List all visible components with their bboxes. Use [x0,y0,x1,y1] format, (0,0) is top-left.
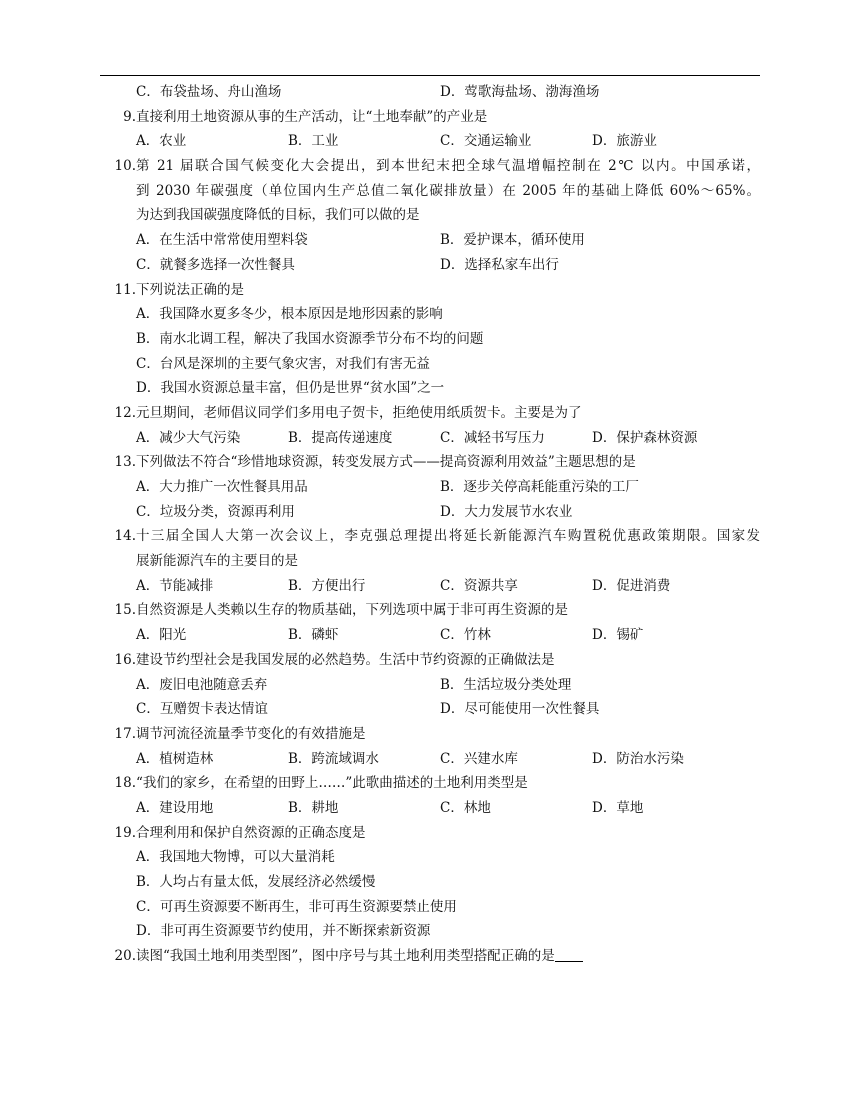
question-18 [0,771,860,796]
option-a: A．减少大气污染 [136,429,241,446]
question-number: 19. [114,824,136,841]
option-d: D．防治水污染 [592,750,684,767]
option-b: B．逐步关停高耗能重污染的工厂 [440,479,639,495]
question-stem: 第 21 届联合国气候变化大会提出，到本世纪末把全球气温增幅控制在 2℃ 以内。中国承诺， [136,158,760,175]
option-c: C．台风是深圳的主要气象灾害，对我们有害无益 [136,355,430,372]
question-stem: 合理利用和保护自然资源的正确态度是 [136,824,366,841]
option-c: C．布袋盐场、舟山渔场 [136,84,282,100]
option-c: C．就餐多选择一次性餐具 [136,256,295,273]
option-c: C．减轻书写压力 [440,429,545,446]
question-stem-wrap [136,944,583,969]
option-c: C．兴建水库 [440,750,518,767]
option-c: C．交通运输业 [440,133,532,150]
question-stem: 下列做法不符合“珍惜地球资源，转变发展方式——提高资源利用效益”主题思想的是 [136,454,636,471]
question-number: 11. [114,281,136,298]
question-15 [0,598,860,623]
options-row [0,426,860,451]
option-row [0,895,860,920]
options-row [0,574,860,599]
option-row [0,327,860,352]
option-row [0,870,860,895]
option-a: A．建设用地 [136,799,214,816]
question-13 [0,450,860,475]
option-b: B．工业 [288,133,339,150]
option-b: B．人均占有量太低，发展经济必然缓慢 [136,874,376,890]
options-row [0,796,860,821]
option-d: D．草地 [592,799,644,816]
question-17 [0,722,860,747]
question-stem: 元旦期间，老师倡议同学们多用电子贺卡，拒绝使用纸质贺卡。主要是为了 [136,404,582,421]
option-d: D．选择私家车出行 [440,256,559,273]
question-19 [0,821,860,846]
option-d: D．尽可能使用一次性餐具 [440,701,600,718]
option-a: A．植树造林 [136,750,214,767]
option-d: D．保护森林资源 [592,429,698,446]
option-d: D．锡矿 [592,627,644,644]
option-c: C．林地 [440,799,491,816]
question-number: 12. [114,404,136,421]
options-row [0,475,860,500]
options-row [0,129,860,154]
question-number: 15. [114,602,136,619]
question-16 [0,648,860,673]
option-d: D．莺歌海盐场、渤海渔场 [440,84,600,100]
option-b: B．提高传递速度 [288,429,393,446]
q8-options-row [0,80,860,105]
option-row [0,352,860,377]
question-stem-continued [0,549,860,574]
question-number: 16. [114,651,136,668]
question-number: 17. [114,725,136,742]
question-11 [0,278,860,303]
options-row [0,253,860,278]
options-row [0,697,860,722]
option-a: A．在生活中常常使用塑料袋 [136,232,308,249]
answer-blank [555,946,583,962]
options-row [0,673,860,698]
option-b: B．南水北调工程，解决了我国水资源季节分布不均的问题 [136,330,484,347]
question-page [0,80,860,969]
options-row [0,228,860,253]
question-stem: 自然资源是人类赖以生存的物质基础，下列选项中属于非可再生资源的是 [136,602,568,619]
options-row [0,747,860,772]
question-stem: 到 2030 年碳强度（单位国内生产总值二氧化碳排放量）在 2005 年的基础上降低 60%～65%。 [136,182,760,199]
question-number: 18. [114,775,136,792]
question-10 [0,154,860,179]
option-a: A．节能减排 [136,577,214,594]
question-number: 9. [123,108,136,125]
question-stem: 下列说法正确的是 [136,281,244,298]
question-stem: 建设节约型社会是我国发展的必然趋势。生活中节约资源的正确做法是 [136,651,555,668]
question-stem: 读图“我国土地利用类型图”，图中序号与其土地利用类型搭配正确的是 [136,948,555,965]
question-number: 20. [114,948,136,965]
question-stem: 展新能源汽车的主要目的是 [136,553,298,570]
option-row [0,845,860,870]
question-number: 14. [114,528,136,545]
question-stem: 为达到我国碳强度降低的目标，我们可以做的是 [136,207,420,224]
option-c: C．资源共享 [440,577,518,594]
question-9 [0,105,860,130]
question-stem-continued [0,203,860,228]
question-stem: “我们的家乡，在希望的田野上……”此歌曲描述的土地利用类型是 [136,775,528,792]
option-a: A．大力推广一次性餐具用品 [136,479,308,495]
question-20 [0,944,860,969]
option-d: D．非可再生资源要节约使用，并不断探索新资源 [136,923,431,940]
options-row [0,623,860,648]
option-a: A．阳光 [136,627,187,644]
question-12 [0,401,860,426]
option-c: C．互赠贺卡表达情谊 [136,701,268,718]
question-stem: 直接利用土地资源从事的生产活动，让“土地奉献”的产业是 [136,108,488,125]
option-b: B．磷虾 [288,627,339,644]
option-d: D．我国水资源总量丰富，但仍是世界“贫水国”之一 [136,380,445,397]
option-c: C．可再生资源要不断再生，非可再生资源要禁止使用 [136,898,457,915]
option-a: A．我国降水夏多冬少，根本原因是地形因素的影响 [136,306,443,323]
option-d: D．促进消费 [592,577,671,594]
question-number: 10. [114,158,136,175]
option-row [0,302,860,327]
question-stem-continued [0,179,860,204]
question-14 [0,524,860,549]
options-row [0,500,860,525]
option-d: D．旅游业 [592,133,657,150]
option-row [0,919,860,944]
option-a: A．废旧电池随意丢弃 [136,676,268,693]
header-rule [100,75,760,76]
option-b: B．爱护课本，循环使用 [440,232,585,249]
option-d: D．大力发展节水农业 [440,503,573,520]
option-row [0,376,860,401]
option-b: B．跨流域调水 [288,750,379,767]
option-a: A．我国地大物博，可以大量消耗 [136,849,335,866]
option-c: C．竹林 [440,627,491,644]
option-c: C．垃圾分类，资源再利用 [136,503,295,520]
question-number: 13. [114,454,136,471]
option-b: B．方便出行 [288,577,366,594]
question-stem: 调节河流径流量季节变化的有效措施是 [136,725,366,742]
option-b: B．生活垃圾分类处理 [440,676,572,693]
option-b: B．耕地 [288,799,339,816]
option-a: A．农业 [136,133,187,150]
question-stem: 十三届全国人大第一次会议上，李克强总理提出将延长新能源汽车购置税优惠政策期限。国家发 [136,528,760,545]
